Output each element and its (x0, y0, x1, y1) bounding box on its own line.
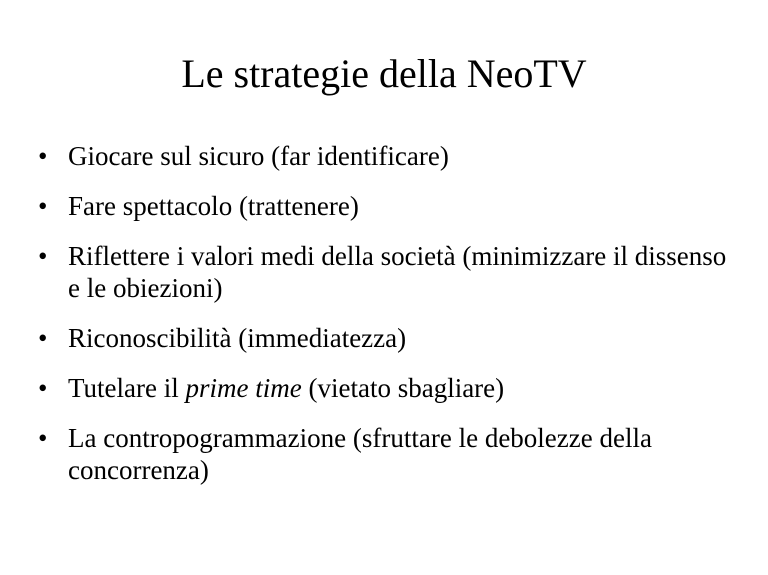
bullet-list (38, 140, 738, 504)
bullet-item (38, 372, 738, 404)
bullet-text-italic: prime time (185, 373, 302, 403)
bullet-text-post: (vietato sbagliare) (301, 373, 505, 403)
bullet-item: • Riflettere i valori medi della società (minimizzare il dissenso e le obiezioni) (38, 240, 738, 304)
bullet-item: • Riconoscibilità (immediatezza) (38, 322, 738, 354)
bullet-item: • Fare spettacolo (trattenere) (38, 190, 738, 222)
slide-title: Le strategie della NeoTV (181, 51, 587, 96)
bullet-item: • Giocare sul sicuro (far identificare) (38, 140, 738, 172)
bullet-item: • La contropogrammazione (sfruttare le debolezze della concorrenza) (38, 422, 738, 486)
bullet-text-pre: Tutelare il (68, 373, 186, 403)
